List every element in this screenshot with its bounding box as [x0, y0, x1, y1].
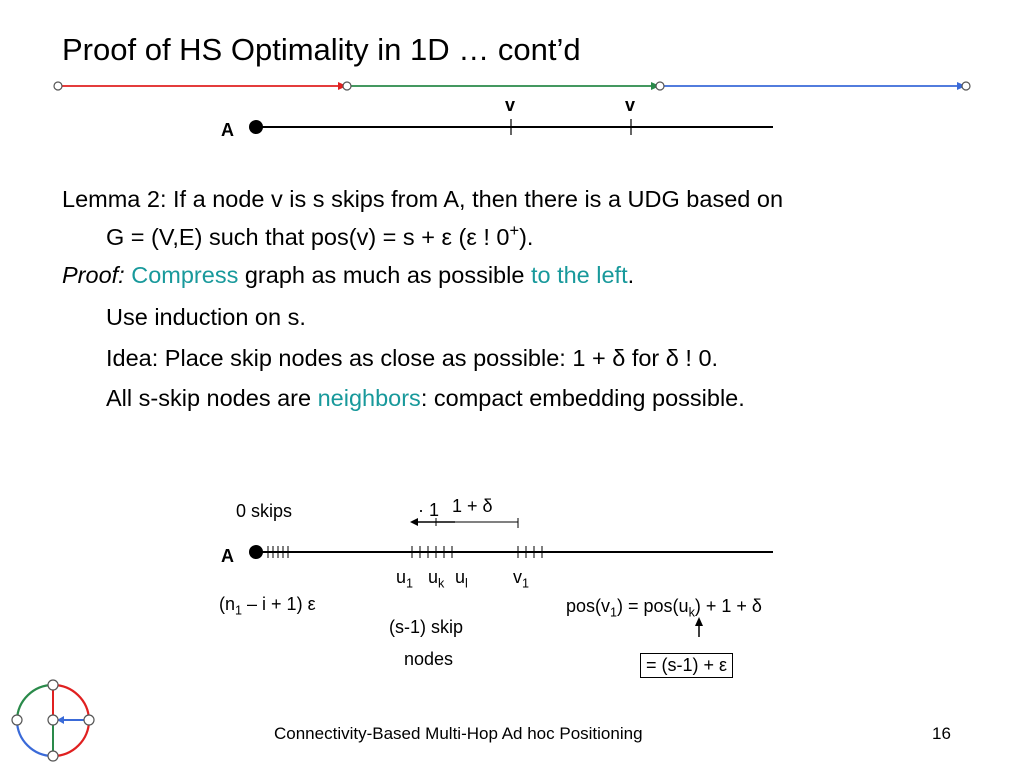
- pos-pre: pos(v: [566, 596, 611, 616]
- ul-label: [455, 567, 468, 591]
- left-highlight: to the left: [530, 262, 628, 288]
- zero-skips-label: 0 skips: [236, 501, 293, 521]
- step3-pre: All s-skip nodes are: [106, 385, 318, 411]
- step2-mid: for: [625, 345, 666, 371]
- bar-node-3: [656, 82, 664, 90]
- u1-subscript: 1: [406, 576, 414, 591]
- uk-subscript: k: [438, 576, 445, 591]
- s-minus-one-box: [640, 653, 733, 678]
- logo-node-top: [48, 680, 58, 690]
- step2-end: ! 0.: [678, 345, 719, 371]
- logo-graphic: [12, 680, 94, 761]
- plus-superscript: +: [509, 222, 520, 240]
- proof-step-1: Use induction on s.: [106, 304, 306, 330]
- logo-node-bottom: [48, 751, 58, 761]
- uk-label: [428, 567, 444, 591]
- lemma-line2-pre: G = (V,E) such that pos(v) = s +: [106, 223, 442, 250]
- proof-step-2: [106, 345, 718, 372]
- footer-text: Connectivity-Based Multi-Hop Ad hoc Positioning: [274, 724, 643, 743]
- delta-symbol: δ: [482, 496, 493, 516]
- lemma-line2-mid: (: [451, 223, 467, 250]
- le-one-label: · 1: [418, 500, 440, 520]
- logo-arc-blue: [17, 720, 53, 756]
- logo-arc-red: [53, 685, 89, 720]
- proof-end: .: [627, 262, 635, 288]
- one-plus-delta-label: [452, 496, 493, 517]
- le1-arrowhead: [410, 518, 418, 526]
- epsilon-symbol: ε: [466, 223, 477, 250]
- epsilon-symbol: ε: [719, 655, 728, 675]
- lemma-line2-end: ).: [519, 223, 534, 250]
- epsilon-symbol: ε: [307, 594, 316, 614]
- n-expression: [219, 594, 316, 618]
- bar-node-1: [54, 82, 62, 90]
- lemma-line2-post: ! 0: [476, 223, 510, 250]
- logo-node-right: [84, 715, 94, 725]
- slide-title: Proof of HS Optimality in 1D … cont’d: [62, 32, 581, 67]
- ul-subscript: l: [465, 576, 468, 591]
- one-plus-text: 1 +: [452, 496, 483, 516]
- box-text: = (s-1) +: [646, 655, 720, 675]
- delta-symbol: δ: [751, 596, 762, 616]
- lemma-line-2: [106, 222, 533, 251]
- epsilon-symbol: ε: [441, 223, 452, 250]
- u-letter: u: [428, 567, 439, 587]
- compress-highlight: Compress: [131, 262, 239, 288]
- proof-line: [62, 262, 634, 289]
- proof-label: Proof:: [62, 262, 125, 288]
- logo-arc-red-2: [53, 720, 89, 756]
- bottom-label-a: A: [221, 546, 234, 566]
- u-letter: u: [396, 567, 407, 587]
- s1-skip-label: (s-1) skip: [389, 617, 464, 637]
- step2-pre: Idea: Place skip nodes as close as possible: 1 +: [106, 345, 613, 371]
- delta-symbol: δ: [612, 345, 626, 371]
- step3-end: : compact embedding possible.: [420, 385, 745, 411]
- pos-formula: [566, 596, 762, 620]
- node-a-dot: [249, 120, 263, 134]
- logo-node-left: [12, 715, 22, 725]
- v-letter: v: [513, 567, 522, 587]
- n-subscript: 1: [235, 603, 243, 618]
- neighbors-highlight: neighbors: [317, 385, 421, 411]
- top-number-line: [249, 119, 773, 135]
- bar-node-4: [962, 82, 970, 90]
- delta-symbol: δ: [665, 345, 679, 371]
- v1-label: [513, 567, 529, 591]
- top-label-a: A: [221, 120, 234, 140]
- node-a-dot-bottom: [249, 545, 263, 559]
- proof-mid-text: graph as much as possible: [238, 262, 531, 288]
- n-expr-pre: (n: [219, 594, 236, 614]
- proof-step-3: [106, 385, 745, 412]
- pos-u-subscript: k: [688, 605, 695, 620]
- lemma-line-1: Lemma 2: If a node v is s skips from A, then there is a UDG based on: [62, 186, 784, 212]
- u-letter: u: [455, 567, 466, 587]
- logo-arc-green: [17, 685, 53, 720]
- bar-node-2: [343, 82, 351, 90]
- v1-subscript: 1: [522, 576, 530, 591]
- pos-post: ) + 1 +: [694, 596, 752, 616]
- n-expr-post: – i + 1): [242, 594, 308, 614]
- logo-node-center: [48, 715, 58, 725]
- top-arrow-bar: [54, 82, 970, 90]
- top-label-v1: v: [505, 95, 516, 115]
- pos-v-subscript: 1: [610, 605, 618, 620]
- top-label-v2: v: [625, 95, 636, 115]
- page-number: 16: [932, 724, 951, 743]
- u1-label: [396, 567, 413, 591]
- pos-mid: ) = pos(u: [617, 596, 689, 616]
- nodes-label: nodes: [404, 649, 454, 669]
